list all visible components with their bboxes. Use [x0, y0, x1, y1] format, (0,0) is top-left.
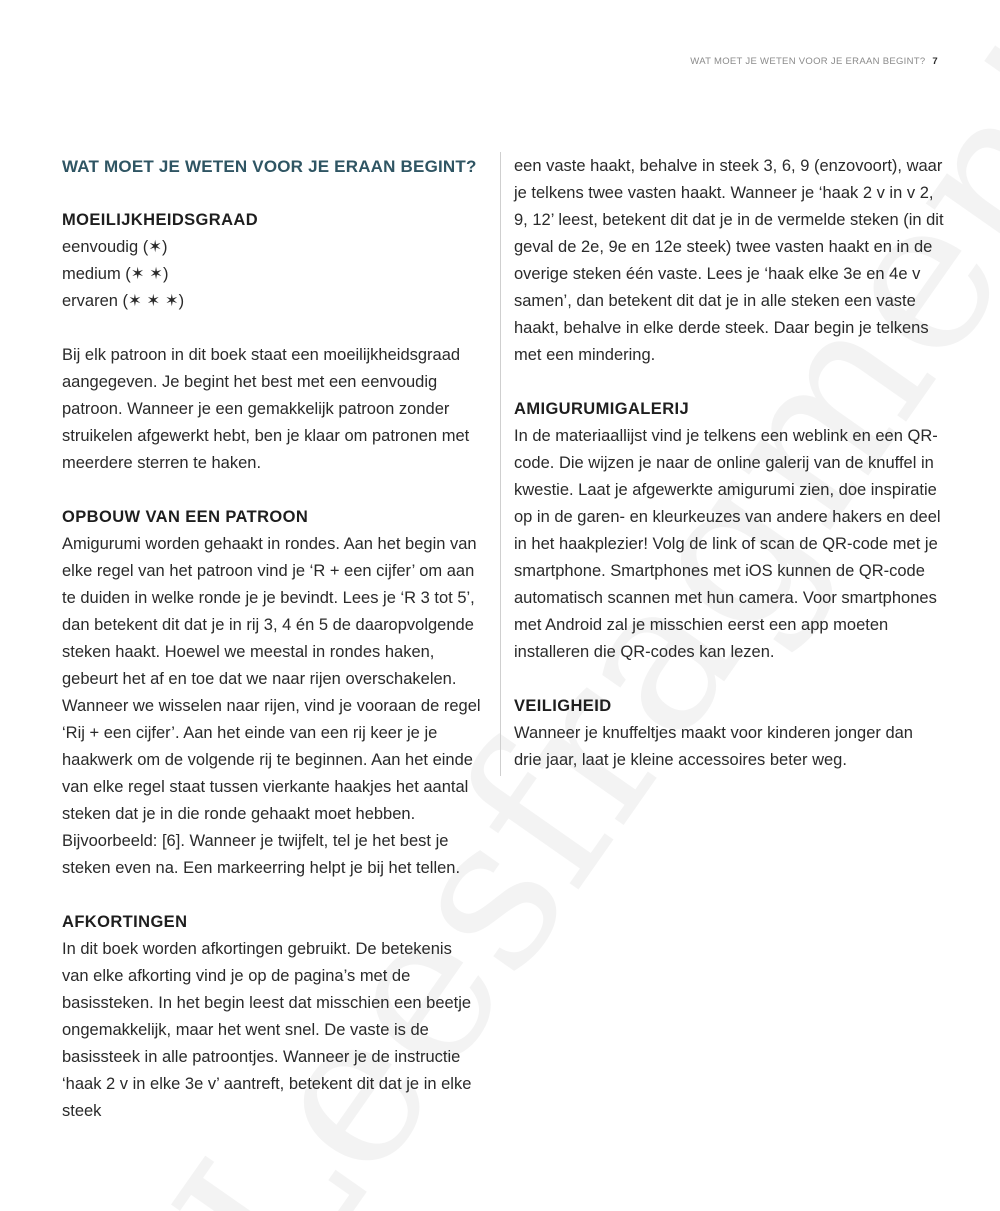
running-header — [690, 56, 938, 67]
structure-text: Amigurumi worden gehaakt in rondes. Aan het begin van elke regel van het patroon vind je ‘R + een cijfer’ om aan te duiden in welke ronde je je bevindt. Lees je ‘R 3 tot 5’, dan betekent dit dat je in rij 3, 4 én 5 de daaropvolgende steken haakt. Hoewel we meestal in rondes haken, gebeurt het af en toe dat we naar rijen overschakelen. Wanneer we wisselen naar rijen, vind je vooraan de regel ‘Rij + een cijfer’. Aan het einde van een rij keer je je haakwerk om de volgende rij te beginnen. Aan het einde van elke regel staat tussen vierkante haakjes het aantal steken dat je in die ronde gehaakt moet hebben. Bijvoorbeeld: [6]. Wanneer je twijfelt, tel je het best je steken even na. Een markeerring helpt je bij het tellen. — [62, 535, 481, 877]
section-abbreviations — [62, 909, 482, 1125]
left-column — [62, 153, 482, 1125]
running-title: WAT MOET JE WETEN VOOR JE ERAAN BEGINT? — [690, 56, 926, 67]
abbreviations-text: In dit boek worden afkortingen gebruikt. De betekenis van elke afkorting vind je op de pagina’s met de basissteken. In het begin leest dat misschien een beetje ongemakkelijk, maar het went snel. De vaste is de basissteek in alle patroontjes. Wanneer je de instructie ‘haak 2 v in elke 3e v’ aantreft, betekent dit dat je in elke steek — [62, 940, 472, 1120]
abbreviations-continuation-text: een vaste haakt, behalve in steek 3, 6, 9 (enzovoort), waar je telkens twee vasten haakt. Wanneer je ‘haak 2 v in v 2, 9, 12’ leest, betekent dit dat je in de vermelde steken (in dit geval de 2e, 9e en 12e steek) twee vasten haakt en in de overige steken één vaste. Lees je ‘haak elke 3e en 4e v samen’, dan betekent dit dat je in alle steken een vaste haakt, behalve in elke derde steek. Daar begin je telkens met een mindering. — [514, 157, 944, 364]
gallery-text: In de materiaallijst vind je telkens een weblink en een QR-code. Die wijzen je naar de online galerij van de knuffel in kwestie. Laat je afgewerkte amigurumi zien, doe inspiratie op in de garen- en kleurkeuzes van andere hakers en deel in het haakplezier! Volg de link of scan de QR-code met je smartphone. Smartphones met iOS kunnen de QR-code automatisch scannen met hun camera. Voor smartphones met Android zal je misschien eerst een app moeten installeren die QR-codes kan lezen. — [514, 427, 941, 661]
section-title-structure: OPBOUW VAN EEN PATROON — [62, 508, 309, 526]
column-divider — [500, 152, 501, 776]
section-title-gallery: AMIGURUMIGALERIJ — [514, 400, 690, 418]
section-title-safety: VEILIGHEID — [514, 697, 612, 715]
difficulty-text: Bij elk patroon in dit boek staat een moeilijkheidsgraad aangegeven. Je begint het best met een eenvoudig patroon. Wanneer je een gemakkelijk patroon zonder struikelen afgewerkt hebt, ben je klaar om patronen met meerdere sterren te haken. — [62, 346, 470, 472]
safety-text: Wanneer je knuffeltjes maakt voor kinderen jonger dan drie jaar, laat je kleine accessoires beter weg. — [514, 724, 913, 769]
section-gallery — [514, 396, 944, 666]
difficulty-level-easy: eenvoudig (✶) — [62, 238, 168, 256]
page-title: WAT MOET JE WETEN VOOR JE ERAAN BEGINT? — [62, 157, 477, 176]
section-safety — [514, 693, 944, 774]
page-number: 7 — [932, 56, 938, 67]
difficulty-level-hard: ervaren (✶ ✶ ✶) — [62, 292, 185, 310]
section-difficulty — [62, 207, 482, 477]
right-column — [514, 153, 944, 774]
section-title-difficulty: MOEILIJKHEIDSGRAAD — [62, 211, 259, 229]
difficulty-level-medium: medium (✶ ✶) — [62, 265, 169, 283]
section-structure — [62, 504, 482, 882]
section-title-abbreviations: AFKORTINGEN — [62, 913, 188, 931]
